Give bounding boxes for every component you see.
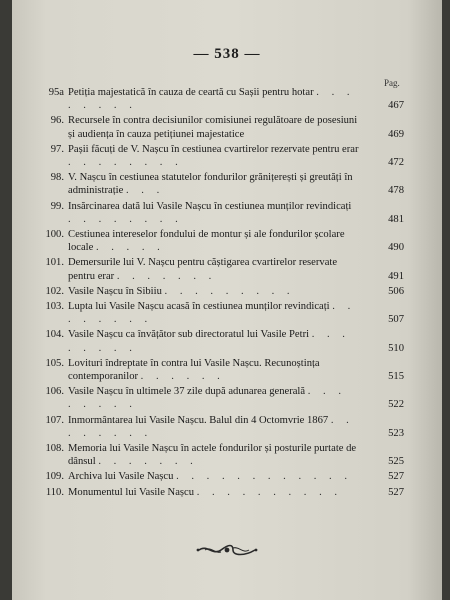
entry-title: Memoria lui Vasile Nașcu în actele fondurilor și posturile purtate de dânsul bbox=[68, 443, 357, 468]
toc-entry: 101. Demersurile lui V. Nașcu pentru căștigarea cvartirelor reservate pentru erar . . . . . . . 491 bbox=[34, 256, 404, 282]
entry-page: 525 bbox=[388, 456, 404, 468]
toc-entry: 107. Inmormântarea lui Vasile Nașcu. Balul din 4 Octomvrie 1867 . . . . . . . . 523 bbox=[34, 414, 404, 440]
entry-number: 102. bbox=[45, 285, 64, 297]
toc-entry bbox=[34, 114, 404, 140]
page-column-header: Pag. bbox=[384, 78, 400, 88]
entry-page: 467 bbox=[388, 100, 404, 112]
entry-number: 110. bbox=[45, 486, 64, 498]
entry-title: Cestiunea intereselor fondului de montur și ale fondurilor școlare locale bbox=[68, 229, 345, 254]
entry-page: 469 bbox=[388, 128, 404, 140]
decorative-vignette-icon bbox=[12, 543, 442, 562]
entry-number: 101. bbox=[45, 257, 64, 269]
entry-page: 506 bbox=[388, 285, 404, 297]
toc-entry: 108. Memoria lui Vasile Nașcu în actele fondurilor și posturile purtate de dânsul . . . . . . . 525 bbox=[34, 442, 404, 468]
entry-number: 104. bbox=[45, 329, 64, 341]
entry-title: Pașii făcuți de V. Nașcu în cestiunea cvartirelor rezervate pentru erar bbox=[68, 143, 359, 155]
entry-page: 527 bbox=[388, 471, 404, 483]
toc-entry: 106. Vasile Nașcu în ultimele 37 zile după adunarea generală . . . . . . . . 522 bbox=[34, 385, 404, 411]
entry-number: 95a bbox=[48, 87, 64, 98]
entry-number: 108. bbox=[45, 443, 64, 455]
entry-title: Lovituri îndreptate în contra lui Vasile Nașcu. Recunoștința contemporanilor bbox=[68, 357, 320, 383]
entry-number: 98. bbox=[50, 172, 64, 184]
entry-title: Lupta lui Vasile Nașcu acasă în cestiunea munților revindicați bbox=[68, 301, 330, 313]
entry-number: 105. bbox=[45, 357, 64, 369]
book-page bbox=[12, 0, 442, 600]
entry-title: Recursele în contra decisiunilor comisiunei regulătoare de posesiuni și audiența în cauza petițiunei majestatice bbox=[68, 115, 358, 140]
toc-entry: 103. Lupta lui Vasile Nașcu acasă în cestiunea munților revindicați . . . . . . . . 507 bbox=[34, 300, 404, 326]
entry-title: Inmormântarea lui Vasile Nașcu. Balul din 4 Octomvrie 1867 bbox=[68, 414, 329, 426]
entry-title: Insărcinarea dată lui Vasile Nașcu în cestiunea munților revindicați bbox=[68, 200, 352, 212]
entry-title: Archiva lui Vasile Nașcu bbox=[68, 471, 174, 483]
toc-entry: 97. Pașii făcuți de V. Nașcu în cestiunea cvartirelor rezervate pentru erar . . . . . . . . 472 bbox=[34, 143, 404, 169]
entry-number: 109. bbox=[45, 471, 64, 483]
entry-number: 97. bbox=[50, 143, 64, 155]
entry-page: 527 bbox=[388, 486, 404, 498]
toc-entry: 100. Cestiunea intereselor fondului de montur și ale fondurilor școlare locale . . . . . 490 bbox=[34, 228, 404, 254]
entry-page: 523 bbox=[388, 427, 404, 439]
entry-title: Vasile Nașcu în Sibiiu bbox=[68, 285, 162, 297]
toc-entry: 98. V. Nașcu în cestiunea statutelor fondurilor grănițerești și greutăți în administrație . . . 478 bbox=[34, 171, 404, 197]
entry-page: 522 bbox=[388, 399, 404, 411]
entry-number: 107. bbox=[45, 414, 64, 426]
entry-title: Vasile Nașcu ca învățător sub directoratul lui Vasile Petri bbox=[68, 329, 310, 341]
entry-page: 491 bbox=[388, 270, 404, 282]
entry-page: 478 bbox=[388, 185, 404, 197]
entry-number: 99. bbox=[50, 200, 64, 212]
entry-title: Petiția majestatică în cauza de ceartă cu Sașii pentru hotar bbox=[68, 87, 314, 98]
entry-title: Demersurile lui V. Nașcu pentru căștigarea cvartirelor reservate pentru erar bbox=[68, 257, 338, 282]
toc-entry: 109. Archiva lui Vasile Nașcu . . . . . . . . . . . . 527 bbox=[34, 470, 404, 483]
entry-title: Vasile Nașcu în ultimele 37 zile după adunarea generală bbox=[68, 386, 306, 398]
entry-page: 481 bbox=[388, 213, 404, 225]
entry-title: V. Nașcu în cestiunea statutelor fondurilor grănițerești și greutăți în administrație bbox=[68, 172, 353, 197]
toc-entry: 104. Vasile Nașcu ca învățător sub directoratul lui Vasile Petri . . . . . . . . 510 bbox=[34, 328, 404, 354]
toc-entry: 99. Insărcinarea dată lui Vasile Nașcu în cestiunea munților revindicați . . . . . . . . 481 bbox=[34, 200, 404, 226]
entry-title: Monumentul lui Vasile Nașcu bbox=[68, 486, 195, 498]
toc-entry: 95a Petiția majestatică în cauza de ceartă cu Sașii pentru hotar . . . . . . . . 467 bbox=[34, 86, 404, 112]
table-of-contents bbox=[34, 86, 404, 501]
entry-page: 507 bbox=[388, 314, 404, 326]
entry-page: 510 bbox=[388, 342, 404, 354]
toc-entry: 105. Lovituri îndreptate în contra lui Vasile Nașcu. Recunoștința contemporanilor . . . . . . 515 bbox=[34, 357, 404, 383]
toc-entry: 110. Monumentul lui Vasile Nașcu . . . . . . . . . . 527 bbox=[34, 486, 404, 499]
entry-page: 472 bbox=[388, 157, 404, 169]
entry-number: 103. bbox=[45, 301, 64, 313]
toc-entry: 102. Vasile Nașcu în Sibiiu . . . . . . . . . 506 bbox=[34, 285, 404, 298]
entry-page: 490 bbox=[388, 242, 404, 254]
page-number: — 538 — bbox=[193, 46, 261, 62]
entry-number: 96. bbox=[50, 115, 64, 127]
entry-number: 100. bbox=[45, 229, 64, 241]
entry-page: 515 bbox=[388, 371, 404, 383]
entry-number: 106. bbox=[45, 386, 64, 398]
